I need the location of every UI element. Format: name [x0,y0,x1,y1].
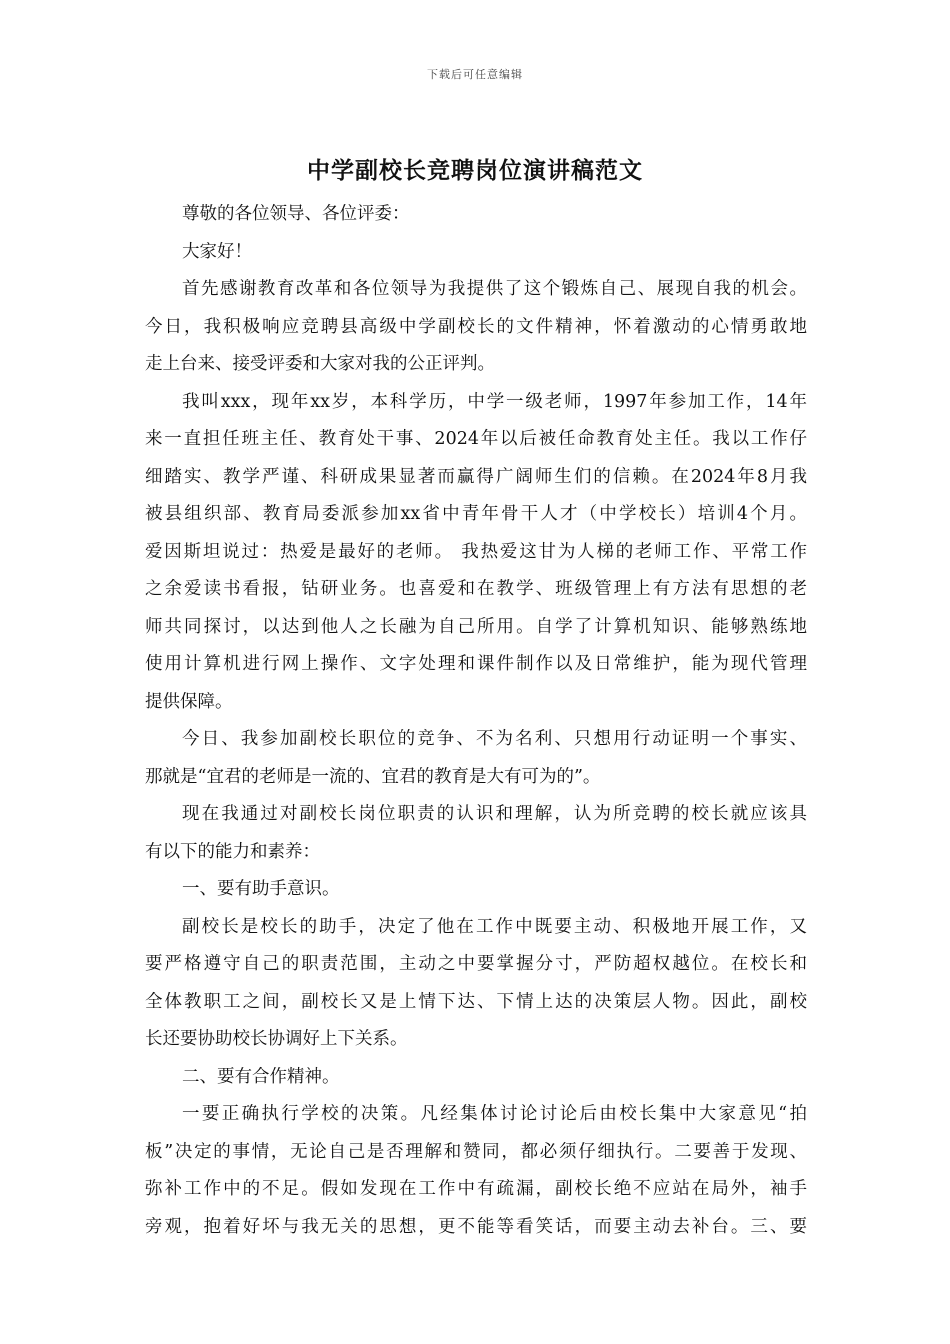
body-line: 今日，我积极响应竞聘县高级中学副校长的文件精神，怀着激动的心情勇敢地 [145,316,807,337]
body-line: 一、要有助手意识。 [182,879,340,899]
body-line: 旁观，抱着好坏与我无关的思想，更不能等看笑话，而要主动去补台。三、要 [145,1216,807,1237]
body-line: 爱因斯坦说过：热爱是最好的老师。 我热爱这甘为人梯的老师工作、平常工作 [145,541,807,562]
body-line: 师共同探讨，以达到他人之长融为自己所用。自学了计算机知识、能够熟练地 [145,616,807,637]
body-line: 提供保障。 [145,691,233,712]
body-line: 被县组织部、教育局委派参加xx省中青年骨干人才（中学校长）培训4个月。 [145,504,807,524]
body-line: 我叫xxx，现年xx岁，本科学历，中学一级老师，1997年参加工作，14年 [182,391,807,412]
body-line: 副校长是校长的助手，决定了他在工作中既要主动、积极地开展工作，又 [182,916,807,937]
body-line: 使用计算机进行网上操作、文字处理和课件制作以及日常维护，能为现代管理 [145,654,807,674]
body-line: 一要正确执行学校的决策。凡经集体讨论讨论后由校长集中大家意见“拍 [182,1104,807,1124]
body-line: 走上台来、接受评委和大家对我的公正评判。 [145,354,495,374]
document-body [145,196,807,1246]
body-line: 二、要有合作精神。 [182,1066,340,1087]
body-line: 今日、我参加副校长职位的竞争、不为名利、只想用行动证明一个事实、 [182,729,807,749]
body-line: 之余爱读书看报，钻研业务。也喜爱和在教学、班级管理上有方法有思想的老 [145,579,807,599]
body-line: 全体教职工之间，副校长又是上情下达、下情上达的决策层人物。因此，副校 [145,991,807,1012]
body-line: 有以下的能力和素养： [145,841,320,862]
body-line: 那就是“宜君的老师是一流的、宜君的教育是大有可为的”。 [145,766,601,787]
body-line: 板”决定的事情，无论自己是否理解和赞同，都必须仔细执行。二要善于发现、 [145,1141,807,1162]
body-line: 长还要协助校长协调好上下关系。 [145,1029,408,1049]
page-header-note: 下载后可任意编辑 [427,68,523,81]
document-title: 中学副校长竞聘岗位演讲稿范文 [307,157,643,184]
body-line: 来一直担任班主任、教育处干事、2024年以后被任命教育处主任。我以工作仔 [145,429,807,449]
body-line: 弥补工作中的不足。假如发现在工作中有疏漏，副校长绝不应站在局外，袖手 [145,1179,807,1199]
body-line: 细踏实、教学严谨、科研成果显著而赢得广阔师生们的信赖。在2024年8月我 [145,466,807,487]
body-line: 首先感谢教育改革和各位领导为我提供了这个锻炼自己、展现自我的机会。 [182,279,807,299]
body-line: 要严格遵守自己的职责范围，主动之中要掌握分寸，严防超权越位。在校长和 [145,954,807,974]
body-line: 现在我通过对副校长岗位职责的认识和理解，认为所竞聘的校长就应该具 [182,804,807,824]
body-line: 大家好！ [182,241,252,262]
body-line: 尊敬的各位领导、各位评委： [182,204,410,224]
